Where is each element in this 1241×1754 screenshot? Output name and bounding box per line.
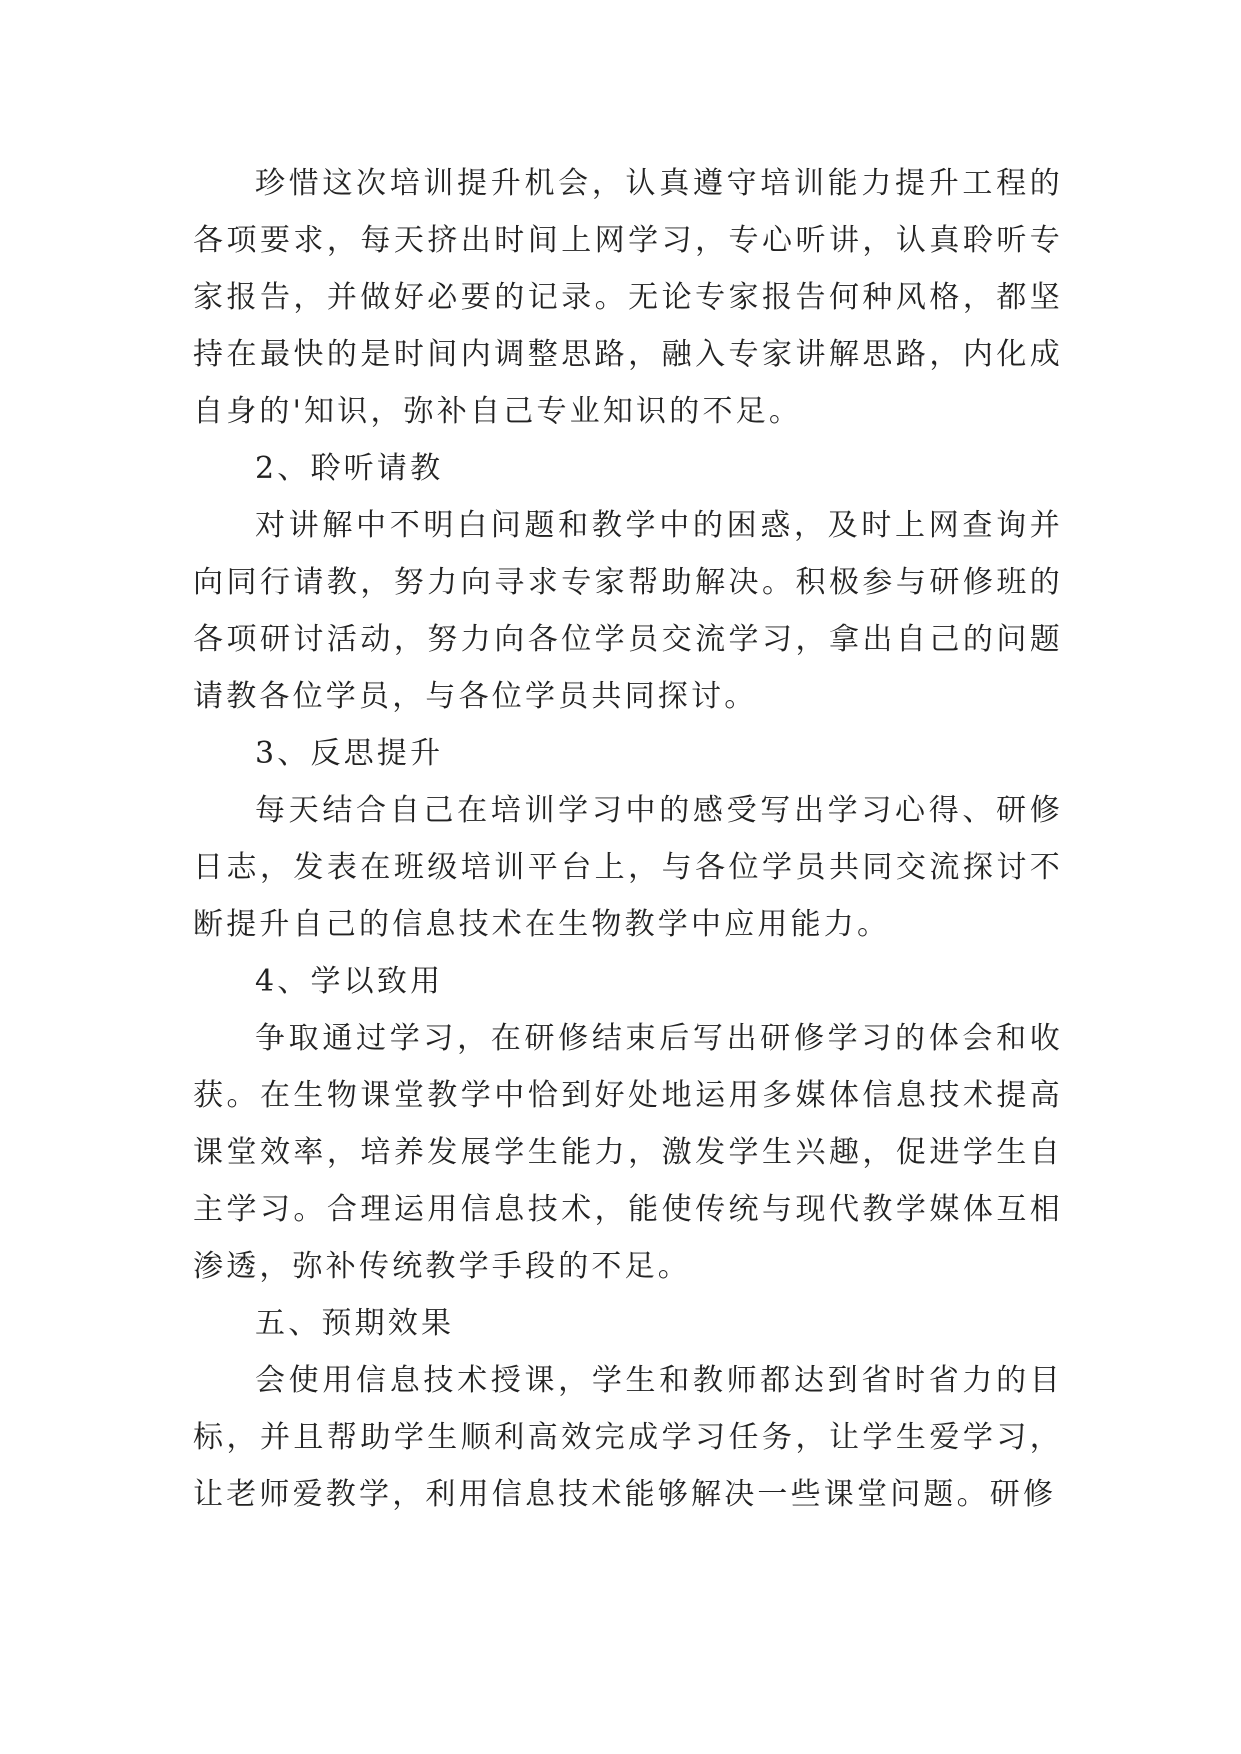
heading-reflect-improve: 3、反思提升 — [255, 736, 444, 771]
paragraph-reflect-improve: 每天结合自己在培训学习中的感受写出学习心得、研修日志，发表在班级培训平台上，与各位学员共同交流探讨不断提升自己的信息技术在生物教学中应用能力。 — [193, 793, 1063, 942]
heading-expected-effect: 五、预期效果 — [255, 1306, 455, 1341]
paragraph-apply-learning: 争取通过学习，在研修结束后写出研修学习的体会和收获。在生物课堂教学中恰到好处地运用多媒体信息技术提高课堂效率，培养发展学生能力，激发学生兴趣，促进学生自主学习。合理运用信息技术，能使传统与现代教学媒体互相渗透，弥补传统教学手段的不足。 — [193, 1021, 1063, 1284]
paragraph-cherish-training: 珍惜这次培训提升机会，认真遵守培训能力提升工程的各项要求，每天挤出时间上网学习，专心听讲，认真聆听专家报告，并做好必要的记录。无论专家报告何种风格，都坚持在最快的是时间内调整思路，融入专家讲解思路，内化成自身的'知识，弥补自己专业知识的不足。 — [193, 166, 1063, 429]
heading-listen-and-ask: 2、聆听请教 — [255, 451, 444, 486]
paragraph-expected-effect: 会使用信息技术授课，学生和教师都达到省时省力的目标，并且帮助学生顺利高效完成学习任务，让学生爱学习，让老师爱教学，利用信息技术能够解决一些课堂问题。研修 — [193, 1363, 1063, 1512]
paragraph-listen-and-ask: 对讲解中不明白问题和教学中的困惑，及时上网查询并向同行请教，努力向寻求专家帮助解决。积极参与研修班的各项研讨活动，努力向各位学员交流学习，拿出自己的问题请教各位学员，与各位学员共同探讨。 — [193, 508, 1063, 714]
document-body — [193, 155, 1063, 1523]
heading-apply-learning: 4、学以致用 — [255, 964, 444, 999]
